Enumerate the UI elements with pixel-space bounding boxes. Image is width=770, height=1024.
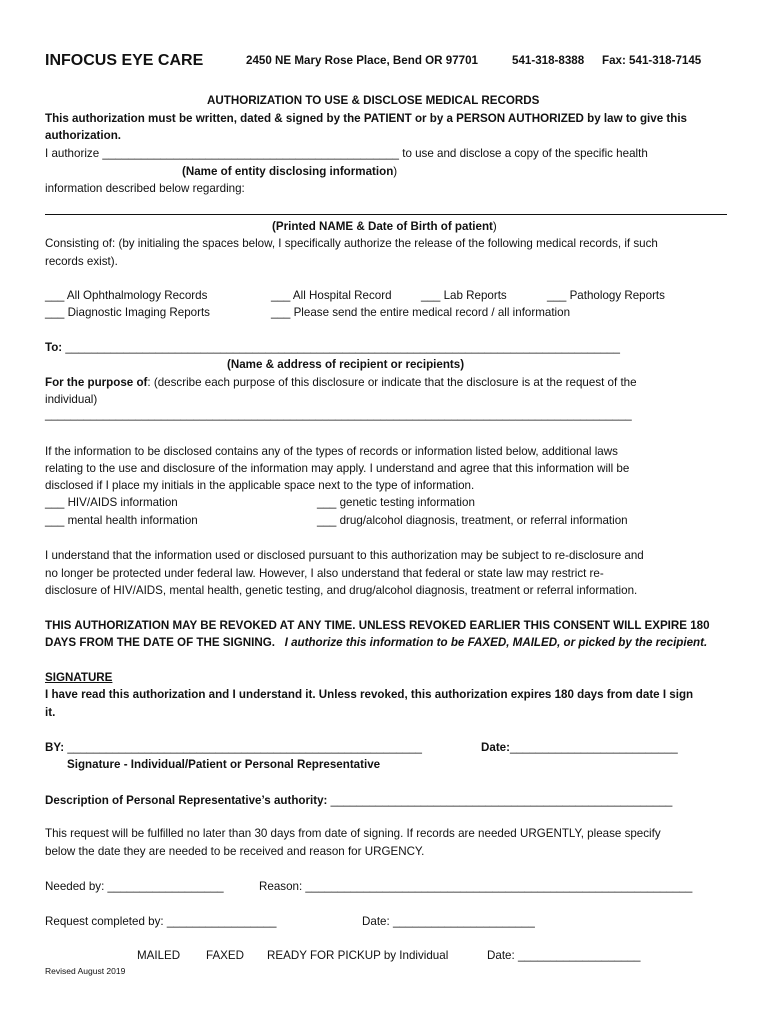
completed-by-field[interactable]: _________________ <box>166 915 277 928</box>
needed-by-line <box>45 878 224 896</box>
authorize-prefix: I authorize <box>45 147 100 160</box>
reason-label: Reason: <box>259 880 303 893</box>
intro-line-1: This authorization must be written, dated & signed by the PATIENT or by a PERSON AUTHORIZED by law to give this <box>45 112 688 125</box>
by-line <box>45 739 422 757</box>
special-line-1: If the information to be disclosed contains any of the types of records or information listed below, additional laws <box>45 445 618 458</box>
purpose-label: For the purpose of <box>45 376 148 389</box>
sign-date-label: Date: <box>481 741 510 754</box>
form-title: AUTHORIZATION TO USE & DISCLOSE MEDICAL RECORDS <box>207 94 540 107</box>
purpose-line <box>45 374 637 392</box>
completed-date-field[interactable]: ______________________ <box>392 915 535 928</box>
company-name: INFOCUS EYE CARE <box>45 52 204 69</box>
to-label: To: <box>45 341 63 354</box>
consisting-line-1: Consisting of: (by initialing the spaces below, I specifically authorize the release of the following medical records, if such <box>45 237 658 250</box>
signature-line-1: I have read this authorization and I understand it. Unless revoked, this authorization expires 180 days from date I sign <box>45 688 694 701</box>
fulfill-line-1: This request will be fulfilled no later than 30 days from date of signing. If records are needed URGENTLY, please specify <box>45 827 661 840</box>
completed-by-line <box>45 913 276 931</box>
patient-label-text: (Printed NAME & Date of Birth of patient <box>272 220 493 233</box>
needed-by-field[interactable]: __________________ <box>107 880 224 893</box>
entity-label-close: ) <box>393 165 398 178</box>
sign-date-field[interactable]: __________________________ <box>510 741 678 754</box>
entity-label-text: (Name of entity disclosing information <box>182 165 394 178</box>
company-address: 2450 NE Mary Rose Place, Bend OR 97701 <box>246 54 478 67</box>
entity-label <box>182 163 397 181</box>
completed-date-label: Date: <box>362 915 390 928</box>
record-ophthalmology[interactable]: ___ All Ophthalmology Records <box>45 289 208 302</box>
delivery-date-field[interactable]: ___________________ <box>517 949 641 962</box>
rep-label: Description of Personal Representative’s authority: <box>45 794 328 807</box>
completed-by-label: Request completed by: <box>45 915 164 928</box>
signature-line-2: it. <box>45 706 56 719</box>
redisclosure-line-3: disclosure of HIV/AIDS, mental health, genetic testing, and drug/alcohol diagnosis, treatment or referral information. <box>45 584 638 597</box>
record-hospital[interactable]: ___ All Hospital Record <box>271 289 392 302</box>
special-line-3: disclosed if I place my initials in the applicable space next to the type of information. <box>45 479 475 492</box>
revised-date: Revised August 2019 <box>45 966 126 976</box>
revoke-line-2 <box>45 634 707 652</box>
described-text: information described below regarding: <box>45 182 245 195</box>
disclosing-entity-field[interactable]: ______________________________________________ <box>102 147 399 160</box>
intro-line-2: authorization. <box>45 129 121 142</box>
delivery-pickup[interactable]: READY FOR PICKUP by Individual <box>267 949 449 962</box>
special-genetic[interactable]: ___ genetic testing information <box>317 496 475 509</box>
needed-by-label: Needed by: <box>45 880 105 893</box>
revoke-line-2-italic: I authorize this information to be FAXED, MAILED, or picked by the recipient. <box>284 636 708 649</box>
redisclosure-line-1: I understand that the information used or disclosed pursuant to this authorization may be subject to re-disclosure and <box>45 549 644 562</box>
by-label: BY: <box>45 741 65 754</box>
recipient-label: (Name & address of recipient or recipients) <box>227 358 465 371</box>
record-lab[interactable]: ___ Lab Reports <box>421 289 507 302</box>
redisclosure-line-2: no longer be protected under federal law. However, I also understand that federal or state law may restrict re- <box>45 567 604 580</box>
rep-line <box>45 792 672 810</box>
patient-label-close: ) <box>492 220 497 233</box>
rep-authority-field[interactable]: _____________________________________________________ <box>330 794 673 807</box>
reason-field[interactable]: ____________________________________________________________ <box>305 880 693 893</box>
special-hiv[interactable]: ___ HIV/AIDS information <box>45 496 178 509</box>
consisting-line-2: records exist). <box>45 255 118 268</box>
special-line-2: relating to the use and disclosure of the information may apply. I understand and agree that this information will be <box>45 462 630 475</box>
company-fax: Fax: 541-318-7145 <box>602 54 702 67</box>
delivery-faxed[interactable]: FAXED <box>206 949 245 962</box>
revoke-line-1: THIS AUTHORIZATION MAY BE REVOKED AT ANY TIME. UNLESS REVOKED EARLIER THIS CONSENT WILL EXPIRE 180 <box>45 619 710 632</box>
purpose-text: : (describe each purpose of this disclosure or indicate that the disclosure is at the request of the <box>147 376 637 389</box>
special-mental[interactable]: ___ mental health information <box>45 514 198 527</box>
delivery-mailed[interactable]: MAILED <box>137 949 181 962</box>
completed-date-line <box>362 913 535 931</box>
purpose-field[interactable]: ___________________________________________________________________________________________ <box>45 408 632 421</box>
signature-field[interactable]: _______________________________________________________ <box>67 741 422 754</box>
patient-label <box>272 218 497 236</box>
record-imaging[interactable]: ___ Diagnostic Imaging Reports <box>45 306 210 319</box>
recipient-field[interactable]: ______________________________________________________________________________________ <box>65 341 620 354</box>
signature-heading: SIGNATURE <box>45 671 113 684</box>
delivery-date-line <box>487 947 640 965</box>
company-phone: 541-318-8388 <box>512 54 585 67</box>
reason-line <box>259 878 692 896</box>
revoke-line-2-text: DAYS FROM THE DATE OF THE SIGNING. <box>45 636 275 649</box>
record-entire[interactable]: ___ Please send the entire medical record / all information <box>271 306 571 319</box>
fulfill-line-2: below the date they are needed to be received and reason for URGENCY. <box>45 845 425 858</box>
patient-name-field[interactable] <box>45 214 727 215</box>
sign-date-line <box>481 739 678 757</box>
special-drug[interactable]: ___ drug/alcohol diagnosis, treatment, or referral information <box>317 514 628 527</box>
purpose-line-2: individual) <box>45 393 98 406</box>
record-pathology[interactable]: ___ Pathology Reports <box>547 289 665 302</box>
delivery-date-label: Date: <box>487 949 515 962</box>
signature-caption: Signature - Individual/Patient or Personal Representative <box>67 758 381 771</box>
to-line <box>45 339 620 357</box>
authorize-suffix: to use and disclose a copy of the specific health <box>402 147 648 160</box>
authorize-line <box>45 145 648 163</box>
